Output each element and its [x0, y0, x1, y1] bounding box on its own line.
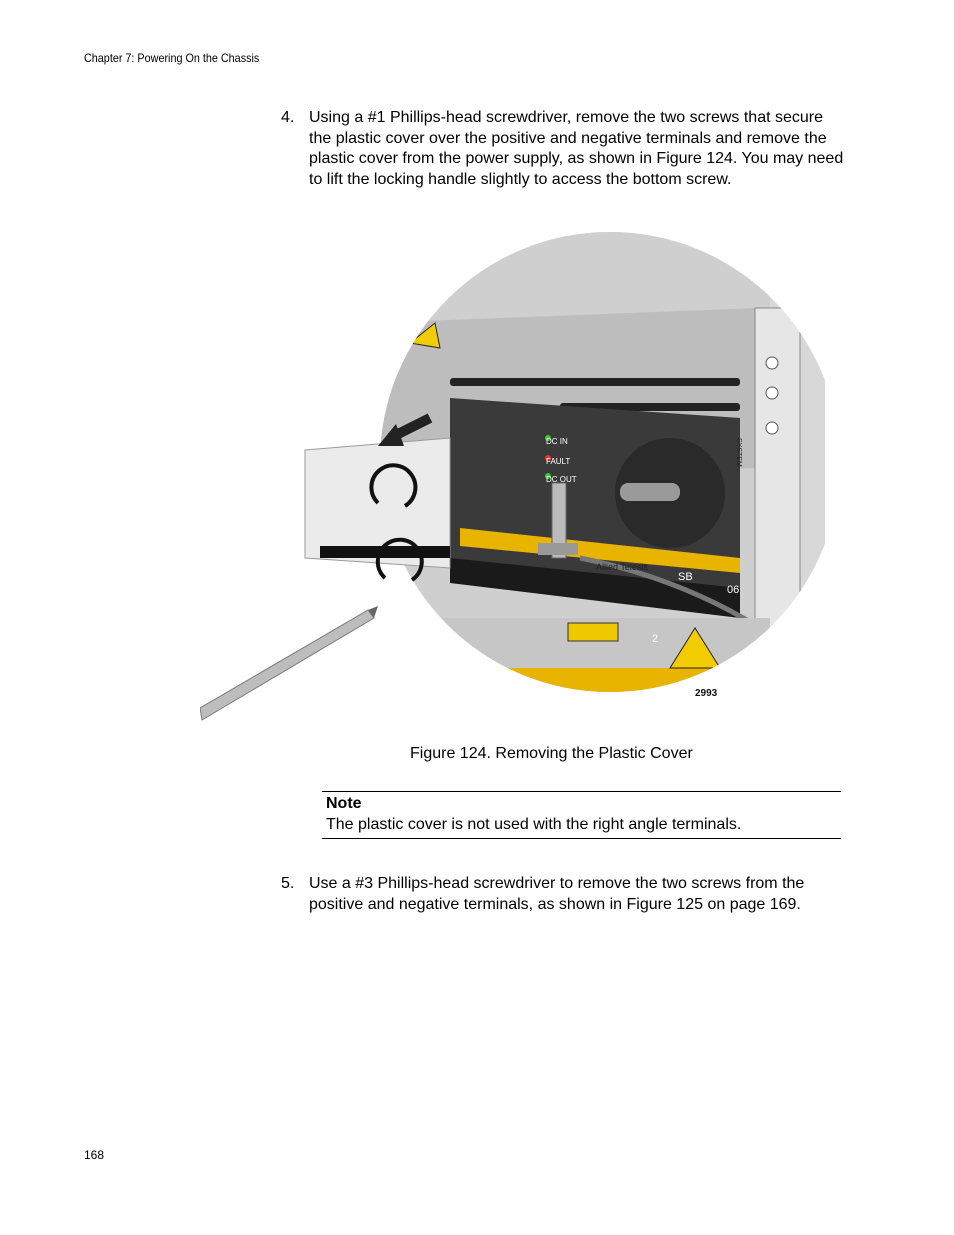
- running-header: Chapter 7: Powering On the Chassis: [84, 51, 260, 65]
- slot-label-sb: SB: [678, 571, 693, 583]
- step-text: Using a #1 Phillips-head screwdriver, remove the two screws that secure the plastic cover over the positive and negative terminals and remove the plastic cover from the power supply, as shown in Figure 124. You may need to lift the locking handle slightly to access the bottom screw.: [309, 109, 844, 188]
- led-label-fault: FAULT: [546, 457, 571, 466]
- figure-caption: Figure 124. Removing the Plastic Cover: [410, 745, 693, 762]
- figure-image-number: 2993: [695, 688, 718, 699]
- led-label-dc-out: DC OUT: [546, 475, 577, 484]
- led-label-dc-in: DC IN: [546, 437, 568, 446]
- note-box: [322, 791, 841, 839]
- step-text: Use a #3 Phillips-head screwdriver to remove the two screws from the positive and negative terminals, as shown in Figure 125 on page 169.: [309, 875, 805, 913]
- brand-label: Allied Telesis: [596, 562, 648, 572]
- note-label: Note: [326, 795, 362, 812]
- figure-removing-plastic-cover: [200, 228, 825, 723]
- page-number: 168: [84, 1148, 105, 1162]
- slot-label-2: 2: [652, 633, 659, 645]
- step-number: 4.: [281, 109, 295, 126]
- step-number: 5.: [281, 875, 295, 892]
- side-label-system: SYSTEM: [735, 438, 742, 467]
- slot-label-06: 06: [727, 584, 740, 596]
- note-text: The plastic cover is not used with the right angle terminals.: [326, 816, 742, 833]
- power-supply-illustration: [200, 228, 825, 723]
